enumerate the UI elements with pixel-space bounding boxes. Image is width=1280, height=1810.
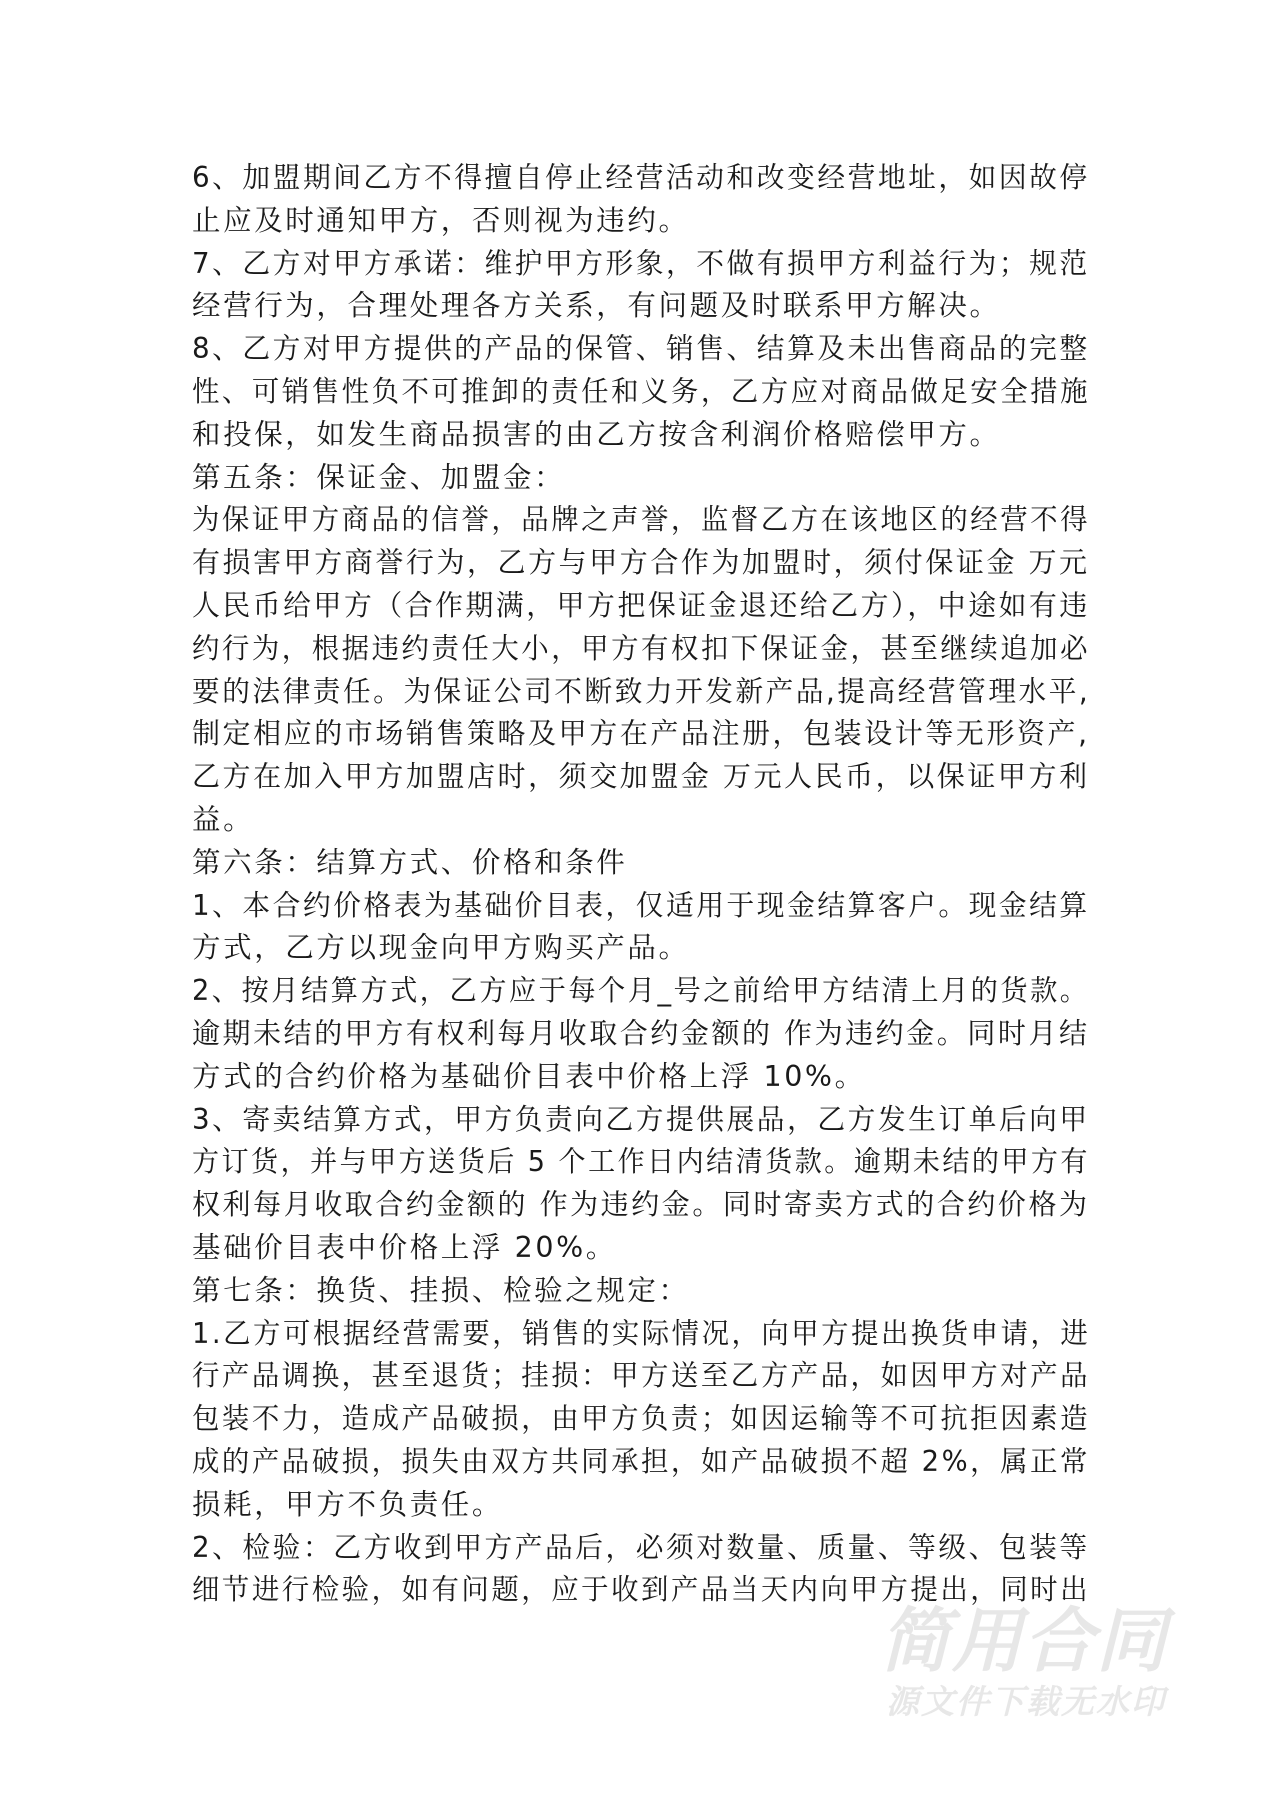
- document-body: [192, 157, 1092, 1612]
- text-line: 经营行为，合理处理各方关系，有问题及时联系甲方解决。: [192, 289, 1001, 323]
- text-line: 人民币给甲方（合作期满，甲方把保证金退还给乙方），中途如有违: [192, 588, 1090, 622]
- text-line: 第七条：换货、挂损、检验之规定：: [192, 1273, 690, 1307]
- watermark-subtitle: 源文件下载无水印: [886, 1682, 1166, 1721]
- text-line: 8、乙方对甲方提供的产品的保管、销售、结算及未出售商品的完整: [192, 332, 1090, 366]
- text-line: 为保证甲方商品的信誉，品牌之声誉，监督乙方在该地区的经营不得: [192, 503, 1091, 537]
- text-line: 包装不力，造成产品破损，由甲方负责；如因运输等不可抗拒因素造: [192, 1402, 1091, 1436]
- text-line: 1、本合约价格表为基础价目表，仅适用于现金结算客户。现金结算: [192, 888, 1090, 922]
- text-line: 损耗，甲方不负责任。: [192, 1487, 504, 1521]
- text-line: 要的法律责任。为保证公司不断致力开发新产品,提高经营管理水平,: [192, 674, 1091, 708]
- text-line: 2、按月结算方式，乙方应于每个月_号之前给甲方结清上月的货款。: [192, 974, 1090, 1008]
- text-line: 1.乙方可根据经营需要，销售的实际情况，向甲方提出换货申请，进: [192, 1316, 1091, 1350]
- text-line: 逾期未结的甲方有权利每月收取合约金额的 作为违约金。同时月结: [192, 1016, 1090, 1050]
- text-line: 6、加盟期间乙方不得擅自停止经营活动和改变经营地址，如因故停: [192, 161, 1090, 194]
- text-line: 乙方在加入甲方加盟店时，须交加盟金 万元人民币，以保证甲方利: [192, 760, 1090, 794]
- text-line: 权利每月收取合约金额的 作为违约金。同时寄卖方式的合约价格为: [192, 1188, 1090, 1222]
- text-line: 方订货，并与甲方送货后 5 个工作日内结清货款。逾期未结的甲方有: [192, 1145, 1090, 1179]
- text-line: 行产品调换，甚至退货；挂损：甲方送至乙方产品，如因甲方对产品: [192, 1359, 1091, 1393]
- watermark-logo: 简用合同: [880, 1600, 1168, 1682]
- text-line: 和投保，如发生商品损害的由乙方按含利润价格赔偿甲方。: [192, 417, 1001, 451]
- text-line: 2、检验：乙方收到甲方产品后，必须对数量、质量、等级、包装等: [192, 1530, 1090, 1564]
- text-line: 7、乙方对甲方承诺：维护甲方形象，不做有损甲方利益行为；规范: [192, 246, 1090, 280]
- text-line: 性、可销售性负不可推卸的责任和义务，乙方应对商品做足安全措施: [192, 374, 1091, 408]
- text-line: 3、寄卖结算方式，甲方负责向乙方提供展品，乙方发生订单后向甲: [192, 1102, 1090, 1136]
- text-line: 第六条：结算方式、价格和条件: [192, 845, 628, 879]
- text-line: 约行为，根据违约责任大小，甲方有权扣下保证金，甚至继续追加必: [192, 631, 1091, 665]
- text-line: 止应及时通知甲方，否则视为违约。: [192, 203, 690, 237]
- text-line: 制定相应的市场销售策略及甲方在产品注册，包装设计等无形资产,: [192, 717, 1090, 751]
- text-line: 方式的合约价格为基础价目表中价格上浮 10%。: [192, 1059, 866, 1093]
- text-line: 方式，乙方以现金向甲方购买产品。: [192, 931, 690, 965]
- text-line: 有损害甲方商誉行为，乙方与甲方合作为加盟时，须付保证金 万元: [192, 546, 1090, 580]
- text-line: 基础价目表中价格上浮 20%。: [192, 1230, 617, 1264]
- text-line: 第五条：保证金、加盟金：: [192, 460, 566, 494]
- text-line: 细节进行检验，如有问题，应于收到产品当天内向甲方提出，同时出: [192, 1573, 1091, 1607]
- text-line: 益。: [192, 802, 255, 836]
- text-line: 成的产品破损，损失由双方共同承担，如产品破损不超 2%，属正常: [192, 1444, 1090, 1478]
